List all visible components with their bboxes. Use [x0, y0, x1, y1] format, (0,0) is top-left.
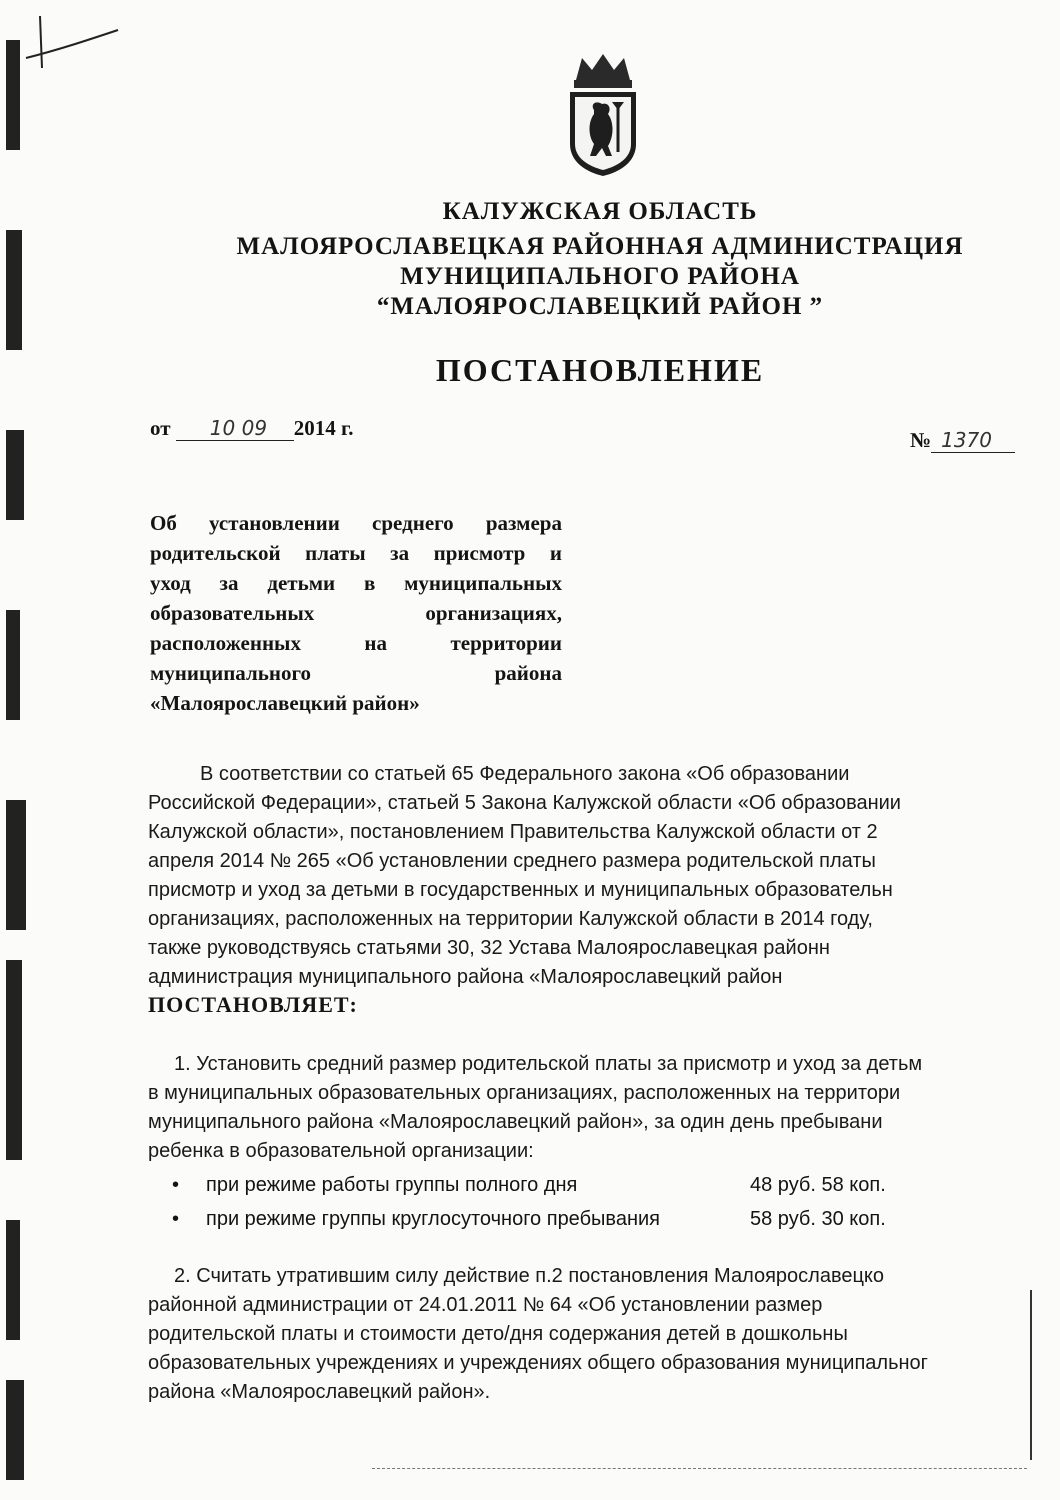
bullet-icon: • — [172, 1174, 180, 1196]
region-heading: КАЛУЖСКАЯ ОБЛАСТЬ — [442, 198, 758, 225]
subject-line: образовательных организациях, — [150, 601, 562, 625]
page-bottom-rule — [372, 1468, 1027, 1469]
preamble-line: администрация муниципального района «Малоярославецкий район — [148, 966, 783, 988]
item-1-paragraph — [148, 1050, 1028, 1166]
coat-of-arms-bear-icon — [562, 52, 644, 178]
item-1-line: 1. Установить средний размер родительской платы за присмотр и уход за детьм — [174, 1053, 923, 1075]
item-2-line: района «Малоярославецкий район». — [148, 1381, 491, 1403]
preamble-line: присмотр и уход за детьми в государственных и муниципальных образовательн — [148, 879, 893, 901]
item-2-line: образовательных учреждениях и учреждениях общего образования муниципальног — [148, 1352, 928, 1374]
resolve-heading: ПОСТАНОВЛЯЕТ: — [148, 992, 358, 1017]
rate-row — [172, 1168, 886, 1202]
subject-line: уход за детьми в муниципальных — [150, 571, 562, 595]
corner-pen-mark — [18, 10, 128, 70]
preamble-line: В соответствии со статьей 65 Федерального закона «Об образовании — [200, 763, 850, 785]
scan-vertical-line — [1030, 1290, 1032, 1460]
subject-line: расположенных на территории — [150, 631, 562, 655]
item-2-line: родительской платы и стоимости дето/дня содержания детей в дошкольны — [148, 1323, 848, 1345]
preamble-line: Калужской области», постановлением Правительства Калужской области от 2 — [148, 821, 878, 843]
rate-label: при режиме группы круглосуточного пребывания — [206, 1208, 660, 1230]
subject-line: родительской платы за присмотр и — [150, 541, 562, 565]
rates-list — [172, 1168, 886, 1236]
preamble-line: организациях, расположенных на территории Калужской области в 2014 году, — [148, 908, 873, 930]
subject-line: «Малоярославецкий район» — [150, 691, 420, 715]
subject-block — [150, 508, 562, 718]
date-handwritten: 10 09 — [176, 416, 294, 441]
administration-heading — [70, 232, 1060, 322]
rate-amount: 48 руб. 58 коп. — [750, 1174, 886, 1196]
administration-line-1: МАЛОЯРОСЛАВЕЦКАЯ РАЙОННАЯ АДМИНИСТРАЦИЯ — [236, 233, 964, 260]
administration-line-3: “МАЛОЯРОСЛАВЕЦКИЙ РАЙОН ” — [376, 293, 824, 320]
subject-line: Об установлении среднего размера — [150, 511, 562, 535]
item-1-line: в муниципальных образовательных организациях, расположенных на территори — [148, 1082, 901, 1104]
number-prefix: № — [910, 428, 932, 452]
date-suffix: 2014 г. — [293, 416, 354, 440]
preamble-line: также руководствуясь статьями 30, 32 Устава Малоярославецкая районн — [148, 937, 830, 959]
item-2-paragraph — [148, 1262, 1028, 1407]
item-2-line: 2. Считать утратившим силу действие п.2 постановления Малоярославецко — [174, 1265, 885, 1287]
item-1-line: муниципального района «Малоярославецкий район», за один день пребывани — [148, 1111, 883, 1133]
date-line — [150, 416, 353, 441]
rate-label: при режиме работы группы полного дня — [206, 1174, 578, 1196]
rate-row — [172, 1202, 886, 1236]
subject-line: муниципального района — [150, 661, 562, 685]
preamble-line: Российской Федерации», статьей 5 Закона Калужской области «Об образовании — [148, 792, 901, 814]
item-2-line: районной администрации от 24.01.2011 № 64 «Об установлении размер — [148, 1294, 823, 1316]
number-handwritten: 1370 — [931, 428, 1015, 453]
preamble-paragraph — [148, 760, 1028, 992]
scan-edge-artifacts — [0, 0, 38, 1500]
bullet-icon: • — [172, 1208, 180, 1230]
date-prefix: от — [150, 416, 171, 440]
rate-amount: 58 руб. 30 коп. — [750, 1208, 886, 1230]
administration-line-2: МУНИЦИПАЛЬНОГО РАЙОНА — [400, 263, 800, 290]
preamble-line: апреля 2014 № 265 «Об установлении среднего размера родительской платы — [148, 850, 876, 872]
item-1-line: ребенка в образовательной организации: — [148, 1140, 534, 1162]
document-type-title: ПОСТАНОВЛЕНИЕ — [435, 352, 765, 388]
number-line — [910, 428, 1015, 453]
